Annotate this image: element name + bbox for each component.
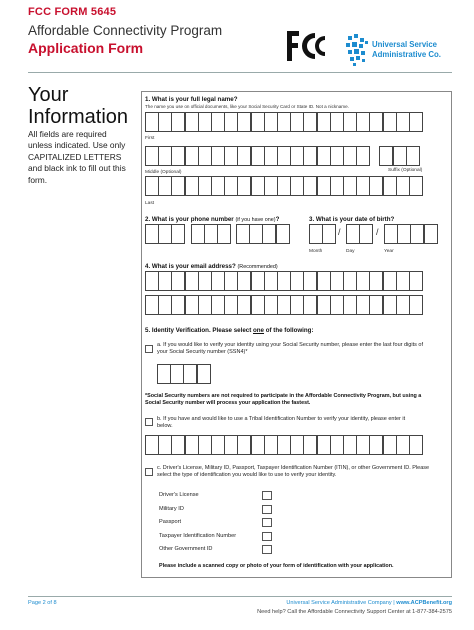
email-char-box[interactable] [185,271,199,291]
id-type-label: Taxpayer Identification Number [159,533,237,539]
id-type-label: Other Government ID [159,546,213,552]
dob-year-boxes[interactable] [384,224,437,244]
first-name-char-box[interactable] [317,112,331,132]
dob-digit-box[interactable] [359,224,373,244]
phone-prefix-boxes[interactable] [191,224,231,244]
phone-digit-box[interactable] [204,224,218,244]
first-name-char-box[interactable] [396,112,410,132]
option-a-checkbox[interactable] [145,345,153,353]
ssn-digit-box[interactable] [170,364,184,384]
q4-optional: (Recommended) [237,264,278,270]
q1-sub: The name you use on official documents, like your Social Security Card or State ID. Not a nickname. [145,104,349,109]
usac-line1: Universal Service [372,40,438,49]
dob-digit-box[interactable] [384,224,398,244]
q4-label-text: 4. What is your email address? [145,263,236,270]
upload-note: Please include a scanned copy or photo of your form of identification with your application. [159,563,394,569]
tribal-id-char-box[interactable] [277,435,291,455]
email-char-box[interactable] [369,295,383,315]
section-instructions: All fields are required unless indicated. Use only CAPITALIZED LETTERS and black ink to fill out this form. [28,129,126,185]
email-char-box[interactable] [343,295,357,315]
phone-digit-box[interactable] [145,224,159,244]
last-name-char-box[interactable] [145,176,159,196]
tribal-id-char-box[interactable] [290,435,304,455]
first-name-char-box[interactable] [185,112,199,132]
middle-name-char-box[interactable] [330,146,344,166]
ssn-digit-box[interactable] [197,364,211,384]
email-char-box[interactable] [396,271,410,291]
middle-name-char-box[interactable] [171,146,185,166]
q3-label: 3. What is your date of birth? [309,216,395,223]
middle-name-char-box[interactable] [185,146,199,166]
last-name-char-box[interactable] [237,176,251,196]
dob-year-label: Year [384,249,394,254]
phone-area-code-boxes[interactable] [145,224,185,244]
email-char-box[interactable] [383,295,397,315]
phone-digit-box[interactable] [249,224,263,244]
tribal-id-char-box[interactable] [198,435,212,455]
email-char-box[interactable] [211,271,225,291]
dob-separator: / [338,227,341,237]
ssn-note: *Social Security numbers are not required to participate in the Affordable Connectivity Program, but using a Social Security number will process your application the fastest. [145,393,422,407]
option-c-checkbox[interactable] [145,468,153,476]
email-char-box[interactable] [330,271,344,291]
tribal-id-char-box[interactable] [251,435,265,455]
email-char-box[interactable] [330,295,344,315]
last-name-char-box[interactable] [264,176,278,196]
middle-name-char-box[interactable] [224,146,238,166]
last-name-char-box[interactable] [224,176,238,196]
suffix-label: Suffix (Optional) [388,168,423,173]
dob-month-boxes[interactable] [309,224,335,244]
option-a-text: a. If you would like to verify your identity using your Social Security number, please enter the last four digits of your Social Security number (SSN4)* [157,342,423,356]
tribal-id-char-box[interactable] [211,435,225,455]
email-char-box[interactable] [251,271,265,291]
email-char-box[interactable] [317,271,331,291]
email-char-box[interactable] [171,271,185,291]
email-char-box[interactable] [264,271,278,291]
email-char-box[interactable] [303,295,317,315]
middle-name-char-box[interactable] [158,146,172,166]
phone-digit-box[interactable] [191,224,205,244]
ssn4-boxes[interactable] [157,364,210,384]
q5-label-pre: 5. Identity Verification. Please select [145,327,253,334]
first-name-char-box[interactable] [356,112,370,132]
first-name-char-box[interactable] [290,112,304,132]
dob-month-label: Month [309,249,323,254]
tribal-id-char-box[interactable] [171,435,185,455]
last-name-char-box[interactable] [409,176,423,196]
last-name-label: Last [145,201,155,206]
tribal-id-char-box[interactable] [224,435,238,455]
q2-optional: (if you have one) [235,217,276,223]
tribal-id-char-box[interactable] [317,435,331,455]
first-name-char-box[interactable] [369,112,383,132]
middle-name-char-box[interactable] [356,146,370,166]
email-char-box[interactable] [237,295,251,315]
ssn-digit-box[interactable] [183,364,197,384]
email-char-box[interactable] [224,295,238,315]
middle-name-char-box[interactable] [211,146,225,166]
first-name-char-box[interactable] [330,112,344,132]
middle-name-char-box[interactable] [198,146,212,166]
phone-digit-box[interactable] [236,224,250,244]
suffix-char-box[interactable] [393,146,407,166]
middle-name-char-box[interactable] [290,146,304,166]
tribal-id-char-box[interactable] [369,435,383,455]
page-number: Page 2 of 8 [28,600,57,606]
usac-name [372,40,441,59]
dob-digit-box[interactable] [346,224,360,244]
usac-line2: Administrative Co. [372,49,441,59]
middle-name-char-box[interactable] [251,146,265,166]
last-name-char-box[interactable] [158,176,172,196]
id-type-checkbox[interactable] [262,518,272,527]
email-char-box[interactable] [171,295,185,315]
email-char-box[interactable] [185,295,199,315]
first-name-char-box[interactable] [145,112,159,132]
middle-name-char-box[interactable] [343,146,357,166]
email-char-box[interactable] [198,271,212,291]
last-name-char-box[interactable] [317,176,331,196]
phone-digit-box[interactable] [158,224,172,244]
email-char-box[interactable] [317,295,331,315]
q5-label-post: of the following: [264,327,314,334]
email-char-box[interactable] [343,271,357,291]
email-char-box[interactable] [290,271,304,291]
middle-name-char-box[interactable] [145,146,159,166]
email-char-box[interactable] [237,271,251,291]
fcc-logo-icon [285,29,327,63]
id-type-checkbox[interactable] [262,505,272,514]
q1-label: 1. What is your full legal name? [145,96,238,103]
id-type-checkbox[interactable] [262,545,272,554]
tribal-id-char-box[interactable] [343,435,357,455]
tribal-id-char-box[interactable] [185,435,199,455]
footer-org [286,600,452,606]
section-heading-line2: Information [28,106,129,128]
id-type-label: Driver's License [159,492,199,498]
last-name-char-box[interactable] [171,176,185,196]
first-name-boxes[interactable] [145,112,422,132]
tribal-id-char-box[interactable] [303,435,317,455]
email-char-box[interactable] [224,271,238,291]
email-char-box[interactable] [409,295,423,315]
email-char-box[interactable] [356,295,370,315]
dob-day-label: Day [346,249,355,254]
footer-divider [28,596,452,597]
email-char-box[interactable] [383,271,397,291]
middle-name-char-box[interactable] [317,146,331,166]
email-char-box[interactable] [198,295,212,315]
email-char-box[interactable] [290,295,304,315]
q2-qmark: ? [275,216,280,223]
email-boxes-line1[interactable] [145,271,422,291]
q2-label-text: 2. What is your phone number [145,216,234,223]
last-name-char-box[interactable] [198,176,212,196]
middle-name-char-box[interactable] [277,146,291,166]
footer-help: Need help? Call the Affordable Connectivity Support Center at 1-877-384-2575 [257,609,452,615]
phone-digit-box[interactable] [276,224,290,244]
last-name-char-box[interactable] [356,176,370,196]
section-heading [28,84,128,128]
middle-name-char-box[interactable] [237,146,251,166]
header-divider [28,72,452,73]
email-char-box[interactable] [158,271,172,291]
tribal-id-char-box[interactable] [356,435,370,455]
phone-digit-box[interactable] [262,224,276,244]
tribal-id-char-box[interactable] [383,435,397,455]
first-name-char-box[interactable] [343,112,357,132]
dob-digit-box[interactable] [309,224,323,244]
last-name-boxes[interactable] [145,176,422,196]
option-c-text: c. Driver's License, Military ID, Passport, Taxpayer Identification Number (ITIN), or other Government ID. Please select the type of identification you would like to use to verify your identity. [157,465,430,479]
last-name-char-box[interactable] [330,176,344,196]
first-name-char-box[interactable] [277,112,291,132]
q5-label [145,327,314,334]
option-b-text: b. If you have and would like to use a Tribal Identification Number to verify your identity, please enter it below. [157,416,406,430]
option-b-checkbox[interactable] [145,418,153,426]
first-name-char-box[interactable] [251,112,265,132]
first-name-char-box[interactable] [224,112,238,132]
middle-name-label: Middle (Optional) [145,170,182,175]
section-heading-line1: Your [28,84,69,106]
email-char-box[interactable] [277,271,291,291]
dob-digit-box[interactable] [410,224,424,244]
q2-label [145,216,279,223]
suffix-char-box[interactable] [379,146,393,166]
tribal-id-char-box[interactable] [396,435,410,455]
last-name-char-box[interactable] [369,176,383,196]
email-char-box[interactable] [145,271,159,291]
footer-website-link[interactable]: www.ACPBenefit.org [396,600,452,606]
middle-name-boxes[interactable] [145,146,419,166]
email-char-box[interactable] [277,295,291,315]
suffix-char-box[interactable] [406,146,420,166]
email-char-box[interactable] [409,271,423,291]
email-char-box[interactable] [356,271,370,291]
first-name-char-box[interactable] [409,112,423,132]
id-type-checkbox[interactable] [262,532,272,541]
last-name-char-box[interactable] [185,176,199,196]
first-name-char-box[interactable] [237,112,251,132]
last-name-char-box[interactable] [251,176,265,196]
first-name-char-box[interactable] [198,112,212,132]
last-name-char-box[interactable] [383,176,397,196]
email-char-box[interactable] [211,295,225,315]
email-char-box[interactable] [251,295,265,315]
form-title: Application Form [28,40,144,56]
phone-digit-box[interactable] [217,224,231,244]
first-name-char-box[interactable] [171,112,185,132]
dob-digit-box[interactable] [397,224,411,244]
phone-digit-box[interactable] [171,224,185,244]
id-type-label: Military ID [159,506,184,512]
footer-org-name: Universal Service Administrative Company [286,600,392,606]
dob-day-boxes[interactable] [346,224,372,244]
first-name-char-box[interactable] [264,112,278,132]
last-name-char-box[interactable] [277,176,291,196]
first-name-char-box[interactable] [383,112,397,132]
dob-digit-box[interactable] [424,224,438,244]
tribal-id-char-box[interactable] [330,435,344,455]
email-char-box[interactable] [303,271,317,291]
program-title: Affordable Connectivity Program [28,23,223,38]
middle-name-char-box[interactable] [264,146,278,166]
first-name-char-box[interactable] [158,112,172,132]
q5-label-one: one [253,327,265,334]
email-char-box[interactable] [264,295,278,315]
tribal-id-char-box[interactable] [158,435,172,455]
ssn-digit-box[interactable] [157,364,171,384]
last-name-char-box[interactable] [290,176,304,196]
last-name-char-box[interactable] [396,176,410,196]
email-char-box[interactable] [158,295,172,315]
dob-digit-box[interactable] [322,224,336,244]
dob-separator: / [376,227,379,237]
q4-label [145,263,278,270]
email-char-box[interactable] [369,271,383,291]
tribal-id-char-box[interactable] [145,435,159,455]
middle-name-char-box[interactable] [303,146,317,166]
last-name-char-box[interactable] [211,176,225,196]
tribal-id-char-box[interactable] [264,435,278,455]
first-name-label: First [145,136,155,141]
email-boxes-line2[interactable] [145,295,422,315]
phone-line-boxes[interactable] [236,224,289,244]
email-char-box[interactable] [145,295,159,315]
id-type-label: Passport [159,519,182,525]
last-name-char-box[interactable] [343,176,357,196]
first-name-char-box[interactable] [303,112,317,132]
email-char-box[interactable] [396,295,410,315]
last-name-char-box[interactable] [303,176,317,196]
tribal-id-boxes[interactable] [145,435,422,455]
footer-sep: | [391,600,397,606]
id-type-checkbox[interactable] [262,491,272,500]
first-name-char-box[interactable] [211,112,225,132]
tribal-id-char-box[interactable] [409,435,423,455]
tribal-id-char-box[interactable] [237,435,251,455]
form-code: FCC FORM 5645 [28,6,117,18]
